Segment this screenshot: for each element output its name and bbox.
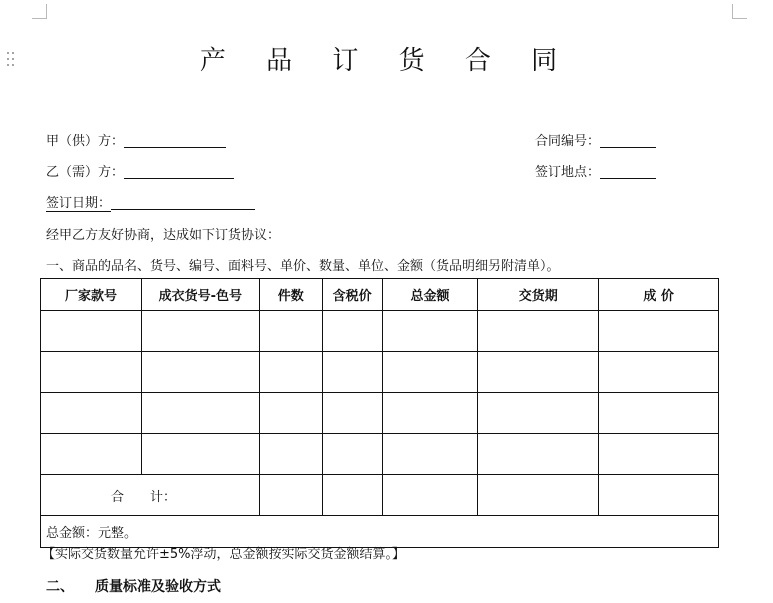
party-a-line [46, 130, 226, 149]
table-cell[interactable] [599, 434, 719, 475]
table-cell[interactable] [382, 311, 478, 352]
intro-text: 经甲乙方友好协商，达成如下订货协议： [46, 228, 281, 243]
col-header-style-no: 厂家款号 [41, 279, 142, 311]
table-cell[interactable] [41, 434, 142, 475]
table-cell[interactable] [41, 352, 142, 393]
table-cell[interactable] [141, 352, 259, 393]
sum-delivery-cell[interactable] [478, 475, 599, 516]
table-cell[interactable] [599, 393, 719, 434]
table-cell[interactable] [141, 311, 259, 352]
col-header-item-color: 成衣货号-色号 [141, 279, 259, 311]
table-cell[interactable] [478, 311, 599, 352]
sum-pieces-cell[interactable] [259, 475, 322, 516]
party-b-line [46, 161, 234, 180]
party-a-label: 甲（供）方： [46, 134, 125, 149]
table-cell[interactable] [478, 434, 599, 475]
table-cell[interactable] [322, 352, 382, 393]
table-cell[interactable] [599, 311, 719, 352]
table-row [41, 434, 719, 475]
table-cell[interactable] [141, 393, 259, 434]
sign-place-line [535, 161, 656, 180]
table-cell[interactable] [141, 434, 259, 475]
table-cell[interactable] [478, 393, 599, 434]
col-header-tax-price: 含税价 [322, 279, 382, 311]
table-cell[interactable] [322, 393, 382, 434]
table-cell[interactable] [41, 311, 142, 352]
table-cell[interactable] [599, 352, 719, 393]
sign-date-label: 签订日期： [46, 196, 112, 211]
sign-date-field[interactable] [111, 195, 255, 210]
table-cell[interactable] [259, 352, 322, 393]
sign-date-line [46, 192, 255, 211]
crop-mark-top-left [32, 4, 47, 19]
sum-cost-cell[interactable] [599, 475, 719, 516]
sign-place-field[interactable] [600, 164, 656, 179]
table-cell[interactable] [478, 352, 599, 393]
table-cell[interactable] [322, 311, 382, 352]
table-header-row [41, 279, 719, 311]
col-header-delivery: 交货期 [478, 279, 599, 311]
table-cell[interactable] [41, 393, 142, 434]
table-row [41, 393, 719, 434]
table-cell[interactable] [259, 311, 322, 352]
party-b-field[interactable] [124, 164, 234, 179]
contract-no-label: 合同编号： [535, 134, 601, 149]
table-cell[interactable] [259, 393, 322, 434]
contract-no-line [535, 130, 656, 149]
crop-mark-top-right [732, 4, 747, 19]
col-header-cost: 成 价 [599, 279, 719, 311]
table-row [41, 352, 719, 393]
party-a-field[interactable] [124, 133, 226, 148]
order-table [40, 278, 719, 548]
sum-tax-price-cell[interactable] [322, 475, 382, 516]
col-header-total: 总金额 [382, 279, 478, 311]
table-cell[interactable] [382, 352, 478, 393]
table-cell[interactable] [382, 393, 478, 434]
total-amount[interactable]: 总金额：元整。 [41, 516, 719, 548]
table-cell[interactable] [382, 434, 478, 475]
party-b-label: 乙（需）方： [46, 165, 125, 180]
table-cell[interactable] [322, 434, 382, 475]
sum-row [41, 475, 719, 516]
table-row [41, 311, 719, 352]
page-title: 产 品 订 货 合 同 [199, 46, 574, 76]
col-header-pieces: 件数 [259, 279, 322, 311]
sign-place-label: 签订地点： [535, 165, 601, 180]
quantity-note: 【实际交货数量允许±5%浮动，总金额按实际交货金额结算。】 [42, 547, 406, 562]
sum-label: 合 计： [41, 475, 260, 516]
table-cell[interactable] [259, 434, 322, 475]
sum-total-cell[interactable] [382, 475, 478, 516]
clause-1: 一、商品的品名、货号、编号、面料号、单价、数量、单位、金额（货品明细另附清单）。 [46, 259, 560, 274]
contract-no-field[interactable] [600, 133, 656, 148]
section-2-heading: 二、 质量标准及验收方式 [46, 579, 221, 595]
